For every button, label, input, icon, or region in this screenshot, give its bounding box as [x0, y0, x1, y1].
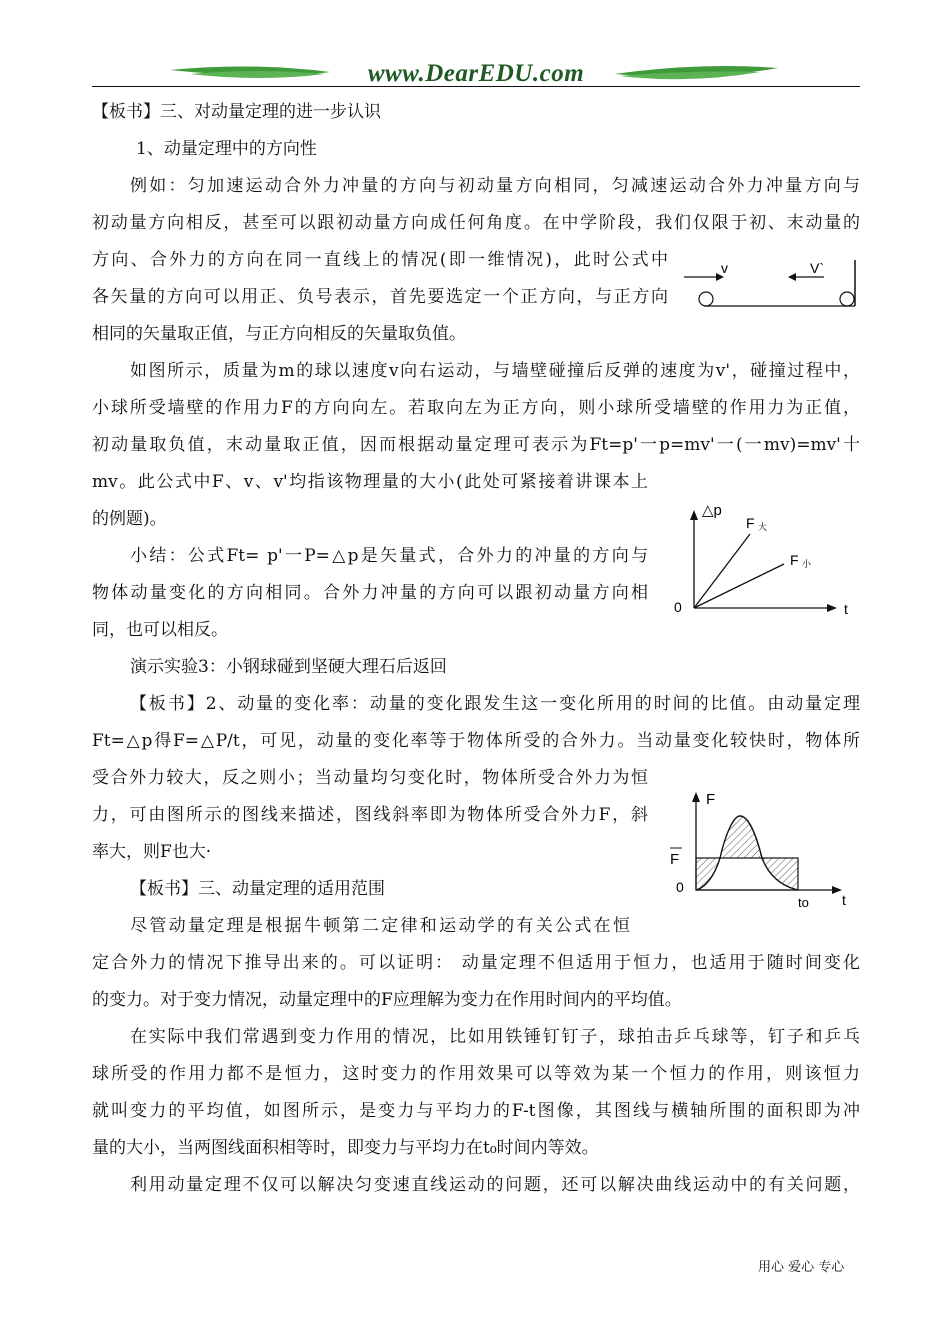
subheading-direction: 1、动量定理中的方向性 — [136, 139, 317, 159]
arrow-v2-head — [788, 273, 796, 281]
header-rule — [92, 86, 860, 87]
paragraph-line: 尽管动量定理是根据牛顿第二定律和运动学的有关公式在恒 — [130, 916, 630, 936]
paragraph-line: 的例题)。 — [92, 509, 167, 529]
line-f-small — [694, 564, 784, 608]
footer-slogan: 用心 爱心 专心 — [758, 1260, 845, 1275]
ball-right — [840, 292, 854, 306]
y-label: △p — [702, 502, 722, 519]
header-logo: www.DearEDU.com — [367, 60, 585, 87]
paragraph-line: 【板书】2、动量的变化率：动量的变化跟发生这一变化所用的时间的比值。由动量定理 — [130, 694, 860, 714]
label-f-big: F — [746, 515, 755, 531]
paragraph-line: 利用动量定理不仅可以解决匀变速直线运动的问题，还可以解决曲线运动中的有关问题， — [130, 1175, 860, 1195]
paragraph-line: 演示实验3：小钢球碰到坚硬大理石后返回 — [130, 657, 447, 677]
avg-label: F — [670, 851, 680, 868]
paragraph-line: 小球所受墙壁的作用力F的方向向左。若取向左为正方向，则小球所受墙壁的作用力为正值， — [92, 398, 860, 418]
paragraph-line: 球所受的作用力都不是恒力，这时变力的作用效果可以等效为某一个恒力的作用，则该恒力 — [92, 1064, 860, 1084]
paragraph-line: 力，可由图所示的图线来描述，图线斜率即为物体所受合外力F，斜 — [92, 805, 648, 825]
ball-left — [699, 292, 713, 306]
label-f-small: F — [790, 552, 799, 568]
paragraph-line: 定合外力的情况下推导出来的。可以证明： 动量定理不但适用于恒力，也适用于随时间变化 — [92, 953, 860, 973]
label-f-big-sub: 大 — [758, 522, 768, 532]
paragraph-line: 相同的矢量取正值，与正方向相反的矢量取负值。 — [92, 324, 466, 344]
figure-force-time — [664, 782, 864, 914]
paragraph-line: 小结：公式Ft= p'一P=△p是矢量式，合外力的冲量的方向与 — [130, 546, 648, 566]
y-label: F — [706, 791, 716, 808]
t0-label: to — [798, 895, 809, 910]
paragraph-line: 如图所示，质量为m的球以速度v向右运动，与墙壁碰撞后反弹的速度为v'，碰撞过程中， — [130, 361, 860, 381]
paragraph-line: Ft=△p得F=△P/t，可见，动量的变化率等于物体所受的合外力。当动量变化较快时，物体所 — [92, 731, 860, 751]
origin-label: 0 — [676, 879, 684, 895]
paragraph-line: mv。此公式中F、v、v'均指该物理量的大小(此处可紧接着讲课本上 — [92, 472, 648, 492]
figure-momentum-time — [664, 498, 864, 626]
paragraph-line: 在实际中我们常遇到变力作用的情况，比如用铁锤钉钉子，球拍击乒乓球等，钉子和乒乓 — [130, 1027, 860, 1047]
origin-label: 0 — [674, 599, 682, 615]
paragraph-line: 初动量方向相反，甚至可以跟初动量方向成任何角度。在中学阶段，我们仅限于初、末动量的 — [92, 213, 860, 233]
paragraph-line: 受合外力较大，反之则小；当动量均匀变化时，物体所受合外力为恒 — [92, 768, 648, 788]
paragraph-line: 物体动量变化的方向相同。合外力冲量的方向可以跟初动量方向相 — [92, 583, 648, 603]
paragraph-line: 各矢量的方向可以用正、负号表示，首先要选定一个正方向，与正方向 — [92, 287, 668, 307]
label-f-small-sub: 小 — [802, 559, 812, 569]
paragraph-line: 方向、合外力的方向在同一直线上的情况(即一维情况)，此时公式中 — [92, 250, 668, 270]
paragraph-line: 例如：匀加速运动合外力冲量的方向与初动量方向相同，匀减速运动合外力冲量方向与 — [130, 176, 860, 196]
paragraph-line: 就叫变力的平均值，如图所示，是变力与平均力的F-t图像，其图线与横轴所围的面积即为冲 — [92, 1101, 860, 1121]
label-v: v — [721, 260, 728, 276]
area-right-avg — [762, 858, 798, 890]
x-label: t — [844, 601, 848, 617]
paragraph-line: 量的大小，当两图线面积相等时，即变力与平均力在t₀时间内等效。 — [92, 1138, 599, 1158]
paragraph-line: 的变力。对于变力情况，动量定理中的F应理解为变力在作用时间内的平均值。 — [92, 990, 682, 1010]
x-label: t — [842, 892, 846, 908]
paragraph-line: 初动量取负值，末动量取正值，因而根据动量定理可表示为Ft=p'一p=mv'一(一mv)=mv'十 — [92, 435, 860, 455]
heading-board-note: 【板书】三、对动量定理的进一步认识 — [92, 102, 381, 122]
area-under-avg — [696, 858, 720, 890]
heading-board-note: 【板书】三、动量定理的适用范围 — [130, 879, 385, 899]
label-v2: V` — [810, 260, 824, 276]
paragraph-line: 同，也可以相反。 — [92, 620, 228, 640]
figure-ball-wall — [676, 254, 866, 314]
line-f-big — [694, 534, 750, 608]
paragraph-line: 率大，则F也大· — [92, 842, 212, 862]
